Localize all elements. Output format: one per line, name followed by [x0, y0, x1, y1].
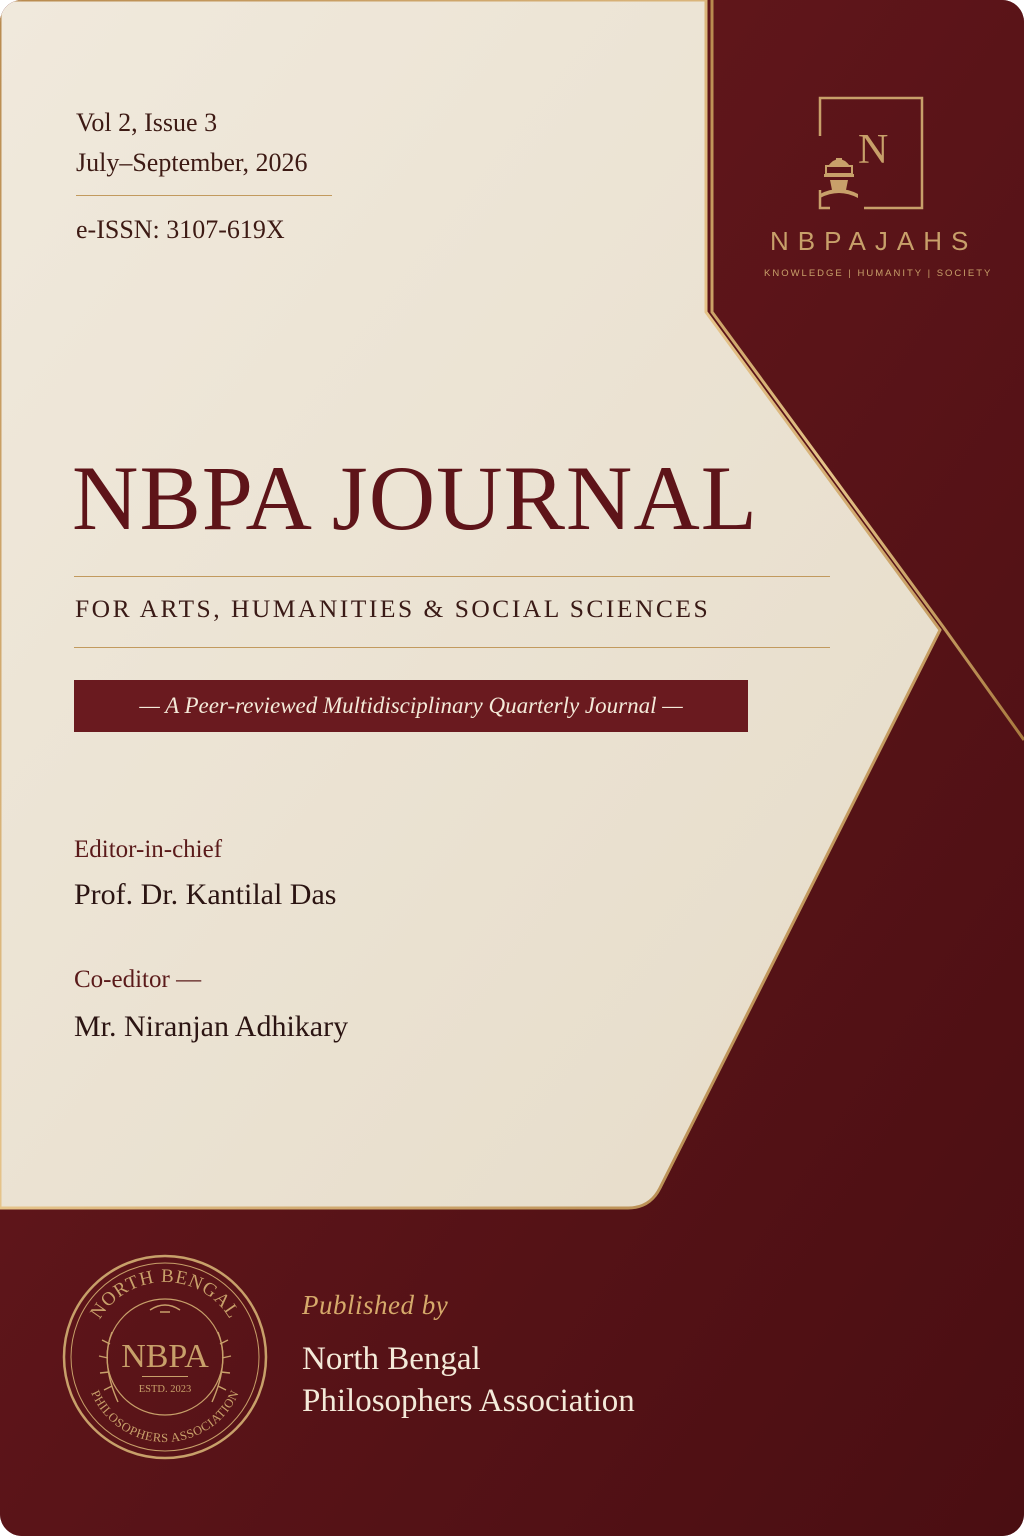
svg-text:PHILOSOPHERS ASSOCIATION: PHILOSOPHERS ASSOCIATION [88, 1387, 242, 1446]
association-seal [60, 1252, 270, 1462]
issn: e-ISSN: 3107-619X [76, 215, 285, 244]
brand-tagline: KNOWLEDGE | HUMANITY | SOCIETY [764, 268, 993, 279]
journal-banner: — A Peer-reviewed Multidisciplinary Quarterly Journal — [74, 680, 748, 732]
svg-text:NORTH BENGAL: NORTH BENGAL [86, 1265, 244, 1323]
editor-in-chief-name: Prof. Dr. Kantilal Das [74, 878, 337, 911]
publisher-name-line1: North Bengal [302, 1341, 481, 1377]
editor-in-chief-label: Editor-in-chief [74, 836, 223, 863]
co-editor-label: Co-editor — [74, 966, 202, 993]
svg-text:NBPA: NBPA [121, 1338, 209, 1375]
journal-subtitle: FOR ARTS, HUMANITIES & SOCIAL SCIENCES [75, 594, 711, 623]
co-editor-name: Mr. Niranjan Adhikary [74, 1010, 349, 1043]
brand-monogram: N [858, 127, 889, 173]
svg-text:ESTD. 2023: ESTD. 2023 [138, 1384, 192, 1395]
volume-issue: Vol 2, Issue 3 [76, 108, 218, 137]
published-by-label: Published by [302, 1290, 449, 1320]
brand-name: NBPAJAHS [770, 226, 978, 256]
issue-period: July–September, 2026 [76, 148, 308, 177]
title-rule-bottom [74, 647, 830, 648]
journal-title: NBPA JOURNAL [72, 447, 759, 549]
issue-divider [76, 195, 332, 196]
publisher-name-line2: Philosophers Association [302, 1383, 635, 1419]
title-rule-top [74, 576, 830, 577]
